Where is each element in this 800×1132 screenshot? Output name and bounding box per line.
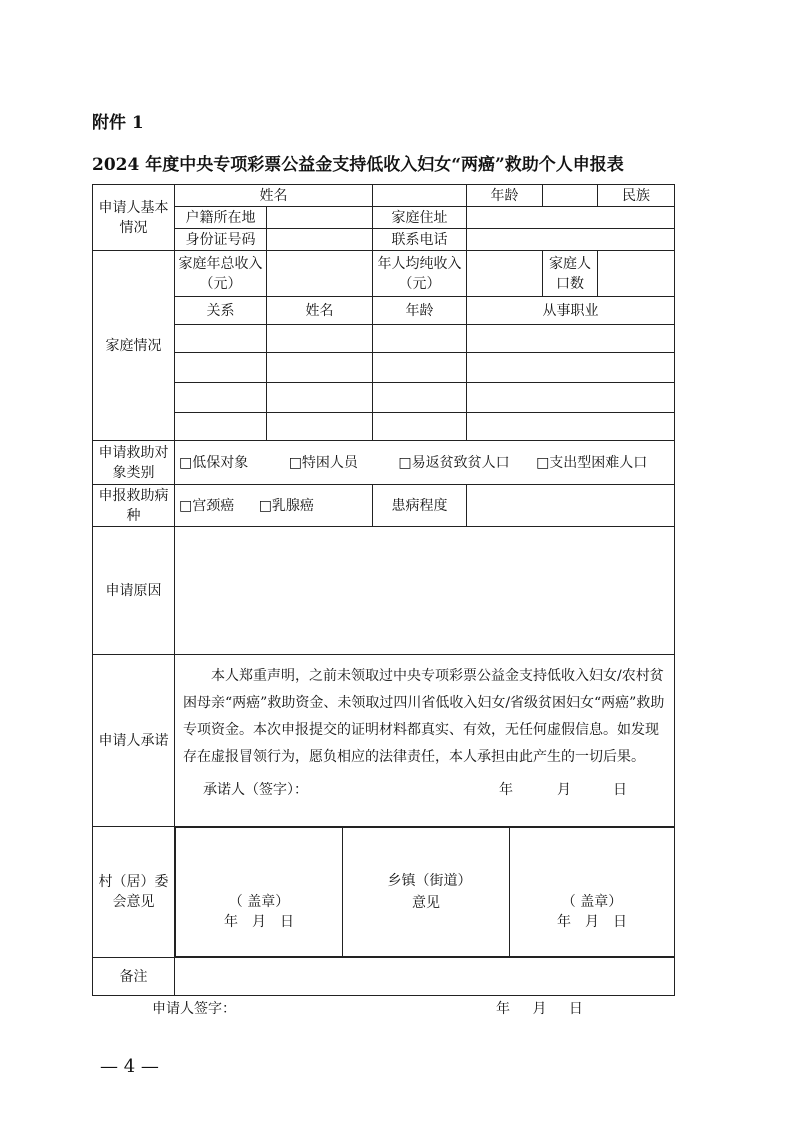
per-capita-income-label: 年人均纯收入（元） bbox=[373, 251, 467, 297]
opinion-cells bbox=[175, 827, 675, 958]
promise-section-label: 申请人承诺 bbox=[93, 655, 175, 827]
promise-year: 年 bbox=[499, 782, 513, 798]
phone-value[interactable] bbox=[467, 229, 675, 251]
population-label: 家庭人口数 bbox=[543, 251, 598, 297]
township-opinion-cell[interactable] bbox=[510, 828, 675, 957]
family-member-row bbox=[93, 325, 675, 353]
village-date: 年 月 日 bbox=[224, 914, 294, 930]
attachment-label: 附件 1 bbox=[92, 113, 144, 133]
disease-options bbox=[175, 485, 373, 527]
township-label: 乡镇（街道）意见 bbox=[387, 873, 465, 911]
checkbox-breast-cancer[interactable]: □乳腺癌 bbox=[258, 497, 314, 514]
id-number-value[interactable] bbox=[267, 229, 373, 251]
reason-value[interactable] bbox=[175, 527, 675, 655]
promise-text: 本人郑重声明，之前未领取过中央专项彩票公益金支持低收入妇女/农村贫困母亲“两癌”救助资金、未领取过四川省低收入妇女/省级贫困妇女“两癌”救助专项资金。本次申报提交的证明材料都真实、有效，无任何虚假信息。如发现存在虚报冒领行为，愿负相应的法律责任，本人承担由此产生的一切后果。 bbox=[183, 668, 665, 765]
checkbox-zhichuxing[interactable]: □支出型困难人口 bbox=[536, 454, 648, 471]
promise-month: 月 bbox=[557, 782, 571, 798]
name-label: 姓名 bbox=[175, 185, 373, 207]
checkbox-tekun[interactable]: □特困人员 bbox=[288, 454, 358, 471]
promise-row bbox=[93, 655, 675, 827]
age-label: 年龄 bbox=[467, 185, 543, 207]
reason-row bbox=[93, 527, 675, 655]
basic-row-3 bbox=[93, 229, 675, 251]
family-header-age: 年龄 bbox=[373, 297, 467, 325]
checkbox-cervical-cancer[interactable]: □宫颈癌 bbox=[179, 497, 235, 514]
promise-signer-label: 承诺人（签字）： bbox=[203, 782, 308, 798]
age-value[interactable] bbox=[543, 185, 598, 207]
applicant-sign-label: 申请人签字： bbox=[152, 1001, 236, 1017]
village-section-label: 村（居）委会意见 bbox=[93, 827, 175, 958]
page-number: — 4 — bbox=[100, 1056, 159, 1077]
address-value[interactable] bbox=[467, 207, 675, 229]
family-header-row bbox=[93, 297, 675, 325]
reason-section-label: 申请原因 bbox=[93, 527, 175, 655]
family-header-name: 姓名 bbox=[267, 297, 373, 325]
phone-label: 联系电话 bbox=[373, 229, 467, 251]
application-form-table bbox=[92, 184, 675, 996]
basic-section-label: 申请人基本情况 bbox=[93, 185, 175, 251]
hukou-value[interactable] bbox=[267, 207, 373, 229]
family-income-row bbox=[93, 251, 675, 297]
village-seal: （ 盖章） bbox=[228, 894, 290, 910]
hukou-label: 户籍所在地 bbox=[175, 207, 267, 229]
village-opinion-cell[interactable] bbox=[176, 828, 343, 957]
annual-income-value[interactable] bbox=[267, 251, 373, 297]
basic-row-1 bbox=[93, 185, 675, 207]
category-options bbox=[175, 441, 675, 485]
checkbox-yifanpin[interactable]: □易返贫致贫人口 bbox=[398, 454, 510, 471]
basic-row-2 bbox=[93, 207, 675, 229]
opinion-row bbox=[93, 827, 675, 958]
disease-row bbox=[93, 485, 675, 527]
category-section-label: 申请救助对象类别 bbox=[93, 441, 175, 485]
per-capita-income-value[interactable] bbox=[467, 251, 543, 297]
family-member-row bbox=[93, 383, 675, 413]
id-number-label: 身份证号码 bbox=[175, 229, 267, 251]
family-member-row bbox=[93, 353, 675, 383]
remarks-value[interactable] bbox=[175, 958, 675, 996]
remarks-section-label: 备注 bbox=[93, 958, 175, 996]
family-member-row bbox=[93, 413, 675, 441]
township-label-cell bbox=[343, 828, 510, 957]
checkbox-dibao[interactable]: □低保对象 bbox=[179, 454, 249, 471]
applicant-sign-date: 年 月 日 bbox=[496, 1001, 583, 1017]
family-section-label: 家庭情况 bbox=[93, 251, 175, 441]
name-value[interactable] bbox=[373, 185, 467, 207]
severity-value[interactable] bbox=[467, 485, 675, 527]
family-header-relation: 关系 bbox=[175, 297, 267, 325]
form-title: 2024 年度中央专项彩票公益金支持低收入妇女“两癌”救助个人申报表 bbox=[92, 155, 624, 175]
ethnicity-cell[interactable] bbox=[598, 185, 675, 207]
ethnicity-label: 民族 bbox=[622, 187, 650, 204]
promise-day: 日 bbox=[613, 782, 627, 798]
category-row bbox=[93, 441, 675, 485]
annual-income-label: 家庭年总收入（元） bbox=[175, 251, 267, 297]
disease-section-label: 申报救助病种 bbox=[93, 485, 175, 527]
population-value[interactable] bbox=[598, 251, 675, 297]
township-date: 年 月 日 bbox=[557, 914, 627, 930]
address-label: 家庭住址 bbox=[373, 207, 467, 229]
township-seal: （ 盖章） bbox=[561, 894, 623, 910]
severity-label: 患病程度 bbox=[373, 485, 467, 527]
remarks-row bbox=[93, 958, 675, 996]
family-header-occupation: 从事职业 bbox=[467, 297, 675, 325]
promise-content bbox=[175, 655, 675, 827]
